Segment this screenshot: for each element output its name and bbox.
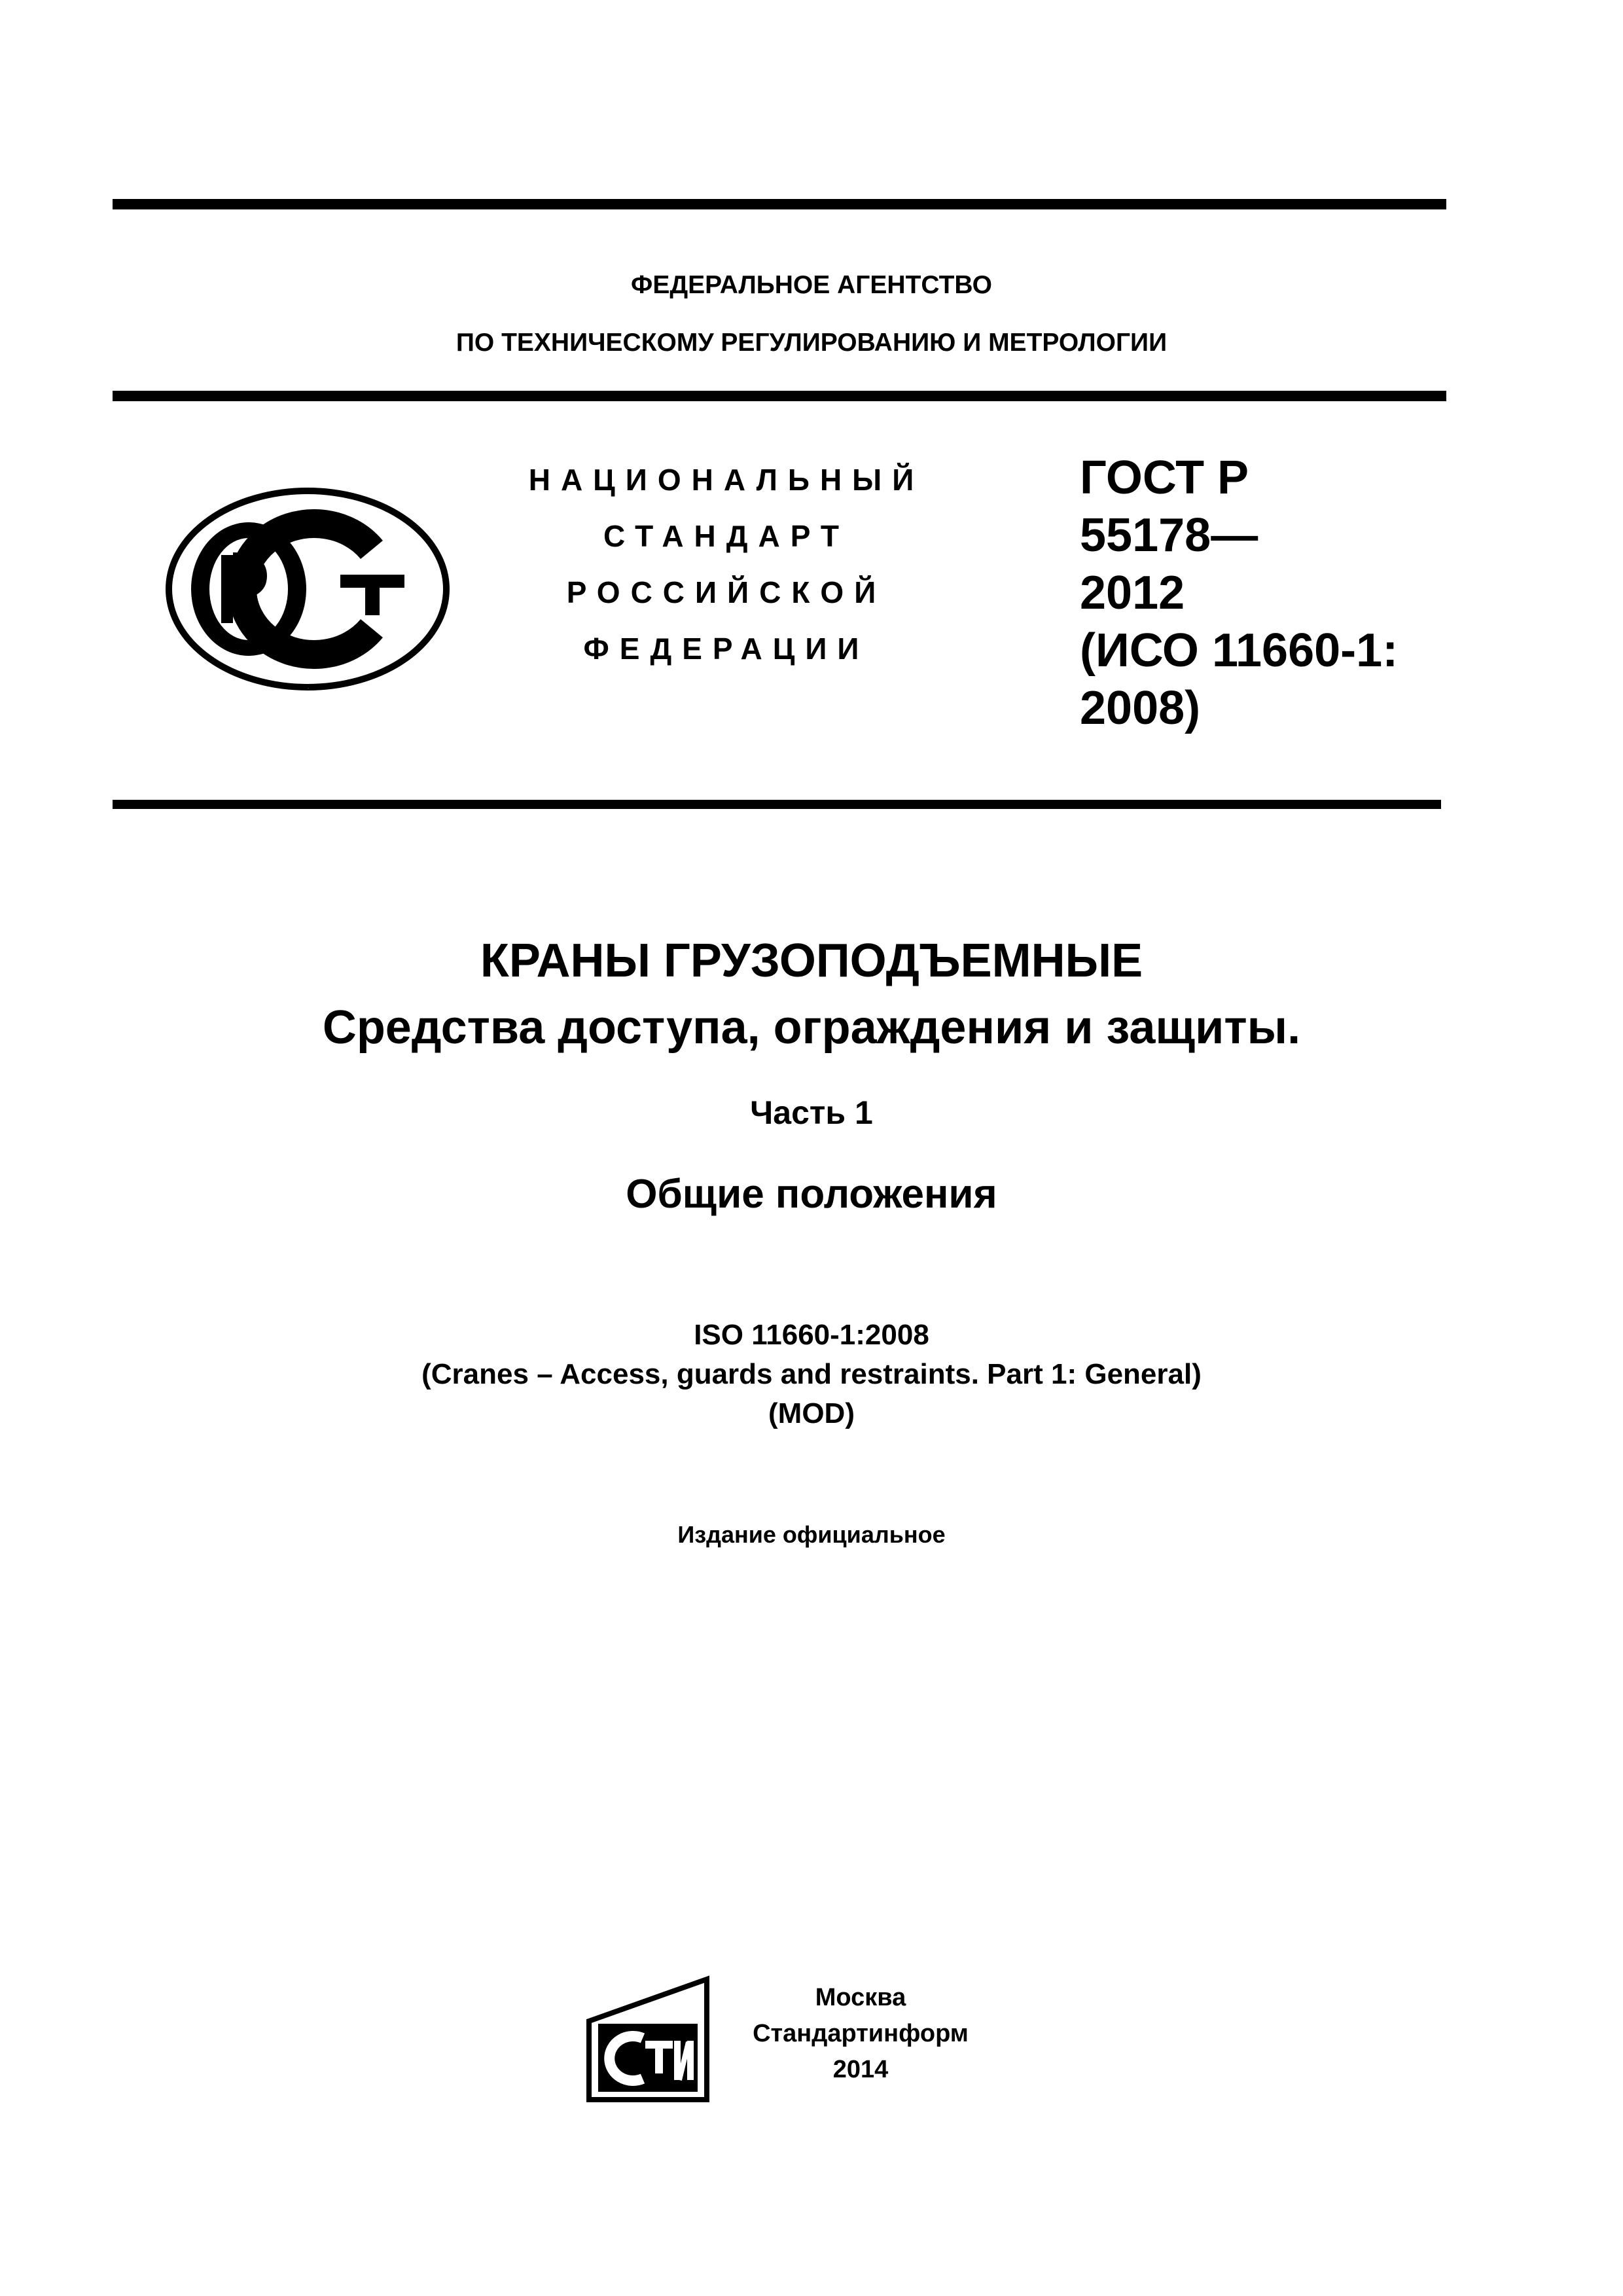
top-rule xyxy=(113,199,1446,209)
national-standard-label xyxy=(497,452,955,677)
header-bottom-rule xyxy=(113,800,1441,809)
publisher-info xyxy=(740,1980,982,2088)
iso-line-3: (MOD) xyxy=(768,1397,855,1429)
rst-logo-graphic xyxy=(164,484,452,694)
publisher-name: Стандартинформ xyxy=(753,2020,969,2047)
iso-line-2: (Cranes – Access, guards and restraints. Part 1: General) xyxy=(421,1358,1202,1390)
sti-logo-text: СТИ xyxy=(648,2105,650,2106)
sti-logo xyxy=(582,1975,713,2106)
designation-line-3: 2012 xyxy=(1080,567,1185,619)
iso-line-1: ISO 11660-1:2008 xyxy=(694,1319,929,1351)
designation-line-4: (ИСО 11660-1: xyxy=(1080,624,1399,677)
sti-logo-graphic xyxy=(582,1975,713,2106)
publisher-year: 2014 xyxy=(832,2056,889,2083)
national-line-3: РОССИЙСКОЙ xyxy=(566,575,887,609)
designation-line-1: ГОСТ Р xyxy=(1080,452,1249,504)
agency-line-2: ПО ТЕХНИЧЕСКОМУ РЕГУЛИРОВАНИЮ И МЕТРОЛОГИИ xyxy=(455,329,1168,357)
edition-label: Издание официальное xyxy=(677,1521,946,1548)
agency-name xyxy=(0,257,1623,372)
national-line-1: НАЦИОНАЛЬНЫЙ xyxy=(528,463,925,497)
document-title: КРАНЫ ГРУЗОПОДЪЕМНЫЕ xyxy=(480,935,1143,987)
iso-reference xyxy=(0,1316,1623,1433)
standard-designation xyxy=(1080,449,1398,737)
designation-line-5: 2008) xyxy=(1080,682,1201,734)
document-subtitle: Средства доступа, ограждения и защиты. xyxy=(322,1001,1301,1054)
agency-bottom-rule xyxy=(113,391,1446,401)
designation-line-2: 55178— xyxy=(1080,509,1258,562)
national-line-2: СТАНДАРТ xyxy=(603,519,849,553)
publisher-city: Москва xyxy=(815,1984,906,2011)
agency-line-1: ФЕДЕРАЛЬНОЕ АГЕНТСТВО xyxy=(631,271,992,299)
part-number: Часть 1 xyxy=(750,1094,873,1131)
rst-logo xyxy=(164,484,452,694)
part-title: Общие положения xyxy=(626,1172,997,1217)
national-line-4: ФЕДЕРАЦИИ xyxy=(583,632,870,666)
